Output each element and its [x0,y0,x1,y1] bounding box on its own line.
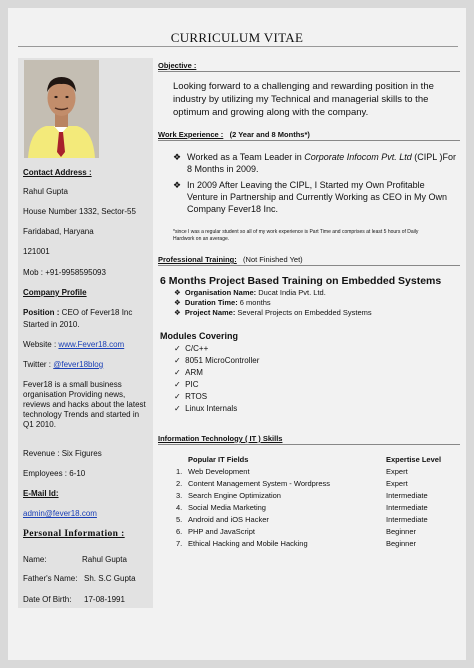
company-description [23,380,151,430]
module-item [174,368,203,378]
it-row-number: 3. [176,491,183,500]
work-bullet-1 [173,151,474,175]
address-line-1: House Number 1332, Sector-55 [23,207,136,216]
company-desc-line: technology Trends and started in [23,410,140,419]
training-item [174,288,326,297]
company-desc-line: Q1 2010. [23,420,56,429]
module-item [174,344,208,354]
website-link[interactable]: www.Fever18.com [58,340,125,349]
address-line-2: Faridabad, Haryana [23,227,94,236]
website-label: Website : [23,340,59,349]
module-label: PIC [185,380,199,389]
objective-line: Looking forward to a challenging and rewarding position in the [173,81,434,92]
objective-text [173,80,434,119]
work-duration: (2 Year and 8 Months*) [229,130,310,139]
it-row-field: Web Development [188,467,250,476]
training-heading-text: Professional Training: [158,255,237,264]
work-bullet-text: Worked as a Team Leader in [187,152,305,162]
email-heading: E-Mail Id: [23,489,59,498]
email-link[interactable]: admin@fever18.com [23,509,97,518]
objective-heading-text: Objective : [158,61,197,70]
document-title: CURRICULUM VITAE [170,30,304,45]
personal-info-heading: Personal Information : [23,529,125,539]
it-row-field: PHP and JavaScript [188,527,255,536]
training-item-value: Ducat India Pvt. Ltd. [256,288,326,297]
twitter-line [23,360,103,370]
profile-photo [24,60,99,158]
modules-heading: Modules Covering [160,331,239,341]
title-divider [18,46,458,47]
checkmark-bullet-icon: ✓ [174,368,181,377]
work-experience-heading [158,130,460,141]
training-item-value: 6 months [237,298,271,307]
it-row-level: Intermediate [386,515,428,524]
it-row-level: Beginner [386,527,417,536]
work-bullet-2 [173,179,474,215]
it-row-level: Expert [386,479,408,488]
it-row-level: Intermediate [386,503,428,512]
dob-label: Date Of Birth: [23,595,72,604]
father-value: Sh. S.C Gupta [84,574,136,583]
position-label: Position : [23,308,60,317]
contact-address-heading: Contact Address : [23,168,92,177]
checkmark-bullet-icon: ✓ [174,404,181,413]
it-row-field: Android and iOS Hacker [188,515,269,524]
it-row-number: 1. [176,467,183,476]
company-name: Corporate Infocom Pvt. Ltd [304,152,412,162]
it-row-field: Ethical Hacking and Mobile Hacking [188,539,308,548]
pin-code: 121001 [23,247,50,256]
started-year: Started in 2010. [23,320,80,329]
objective-heading [158,61,460,72]
module-label: Linux Internals [185,404,238,413]
it-row-number: 6. [176,527,183,536]
company-desc-line: organisation Providing news, [23,390,126,399]
training-item-label: Duration Time: [184,298,238,307]
diamond-bullet-icon: ❖ [174,298,181,307]
training-heading [158,255,460,266]
work-heading-text: Work Experience : [158,130,224,139]
it-row-number: 4. [176,503,183,512]
checkmark-bullet-icon: ✓ [174,392,181,401]
it-row-field: Social Media Marketing [188,503,266,512]
it-row-number: 7. [176,539,183,548]
it-heading-text: Information Technology ( IT ) Skills [158,434,283,443]
work-bullet-text: 8 Months in 2009. [187,164,259,174]
module-item [174,380,199,390]
it-row-field: Search Engine Optimization [188,491,281,500]
website-line [23,340,124,350]
footnote-line: *since I was a regular student so all of my work experience is Part Time and comprises at least 5 hours of Daily [173,229,419,235]
module-label: ARM [185,368,203,377]
company-desc-line: reviews and hacks about the latest [23,400,146,409]
work-bullet-line: Company Fever18 Inc. [187,204,279,214]
company-profile-heading: Company Profile [23,288,87,297]
it-skills-heading [158,434,460,445]
employees: Employees : 6-10 [23,469,86,478]
it-row-number: 5. [176,515,183,524]
training-status: (Not Finished Yet) [243,255,303,264]
contact-name: Rahul Gupta [23,187,68,196]
work-bullet-line: Venture in Partnership and Currently Working as CEO in My Own [187,192,447,202]
name-value: Rahul Gupta [82,555,127,564]
work-bullet-line: In 2009 After Leaving the CIPL, I Started my Own Profitable [187,180,425,190]
it-row-field: Content Management System - Wordpress [188,479,331,488]
it-row-level: Expert [386,467,408,476]
it-row-number: 2. [176,479,183,488]
twitter-link[interactable]: @fever18blog [53,360,104,369]
dob-value: 17-08-1991 [84,595,125,604]
work-bullet-text: (CIPL )For [411,152,456,162]
module-item [174,404,237,414]
objective-line: industry by utilizing my Technical and managerial skills to the [173,94,429,105]
module-item [174,356,259,366]
mobile-number: Mob : +91-9958595093 [23,268,106,277]
training-item-label: Organisation Name: [184,288,257,297]
company-desc-line: Fever18 is a small business [23,380,122,389]
footnote-line: Hardwork on an average. [173,235,230,242]
training-item-value: Several Projects on Embedded Systems [235,308,372,317]
it-column-field: Popular IT Fields [188,455,249,464]
position-line [23,308,132,318]
checkmark-bullet-icon: ✓ [174,344,181,353]
training-title: 6 Months Project Based Training on Embedded Systems [160,275,442,287]
module-label: RTOS [185,392,208,401]
module-label: C/C++ [185,344,209,353]
checkmark-bullet-icon: ✓ [174,356,181,365]
it-row-level: Intermediate [386,491,428,500]
work-footnote [173,229,463,242]
left-sidebar [18,58,153,608]
objective-line: optimum and growing along with the company. [173,107,369,118]
module-label: 8051 MicroController [185,356,260,365]
revenue: Revenue : Six Figures [23,449,102,458]
training-item [174,308,372,317]
training-item [174,298,271,307]
position-text: CEO of Fever18 Inc [59,308,133,317]
training-item-label: Project Name: [184,308,236,317]
diamond-bullet-icon: ❖ [174,308,181,317]
it-column-level: Expertise Level [386,455,442,464]
diamond-bullet-icon: ❖ [174,288,181,297]
diamond-bullet-icon: ❖ [173,152,182,162]
father-label: Father's Name: [23,574,78,583]
name-label: Name: [23,555,47,564]
twitter-label: Twitter : [23,360,54,369]
it-row-level: Beginner [386,539,417,548]
module-item [174,392,207,402]
checkmark-bullet-icon: ✓ [174,380,181,389]
diamond-bullet-icon: ❖ [173,180,182,190]
